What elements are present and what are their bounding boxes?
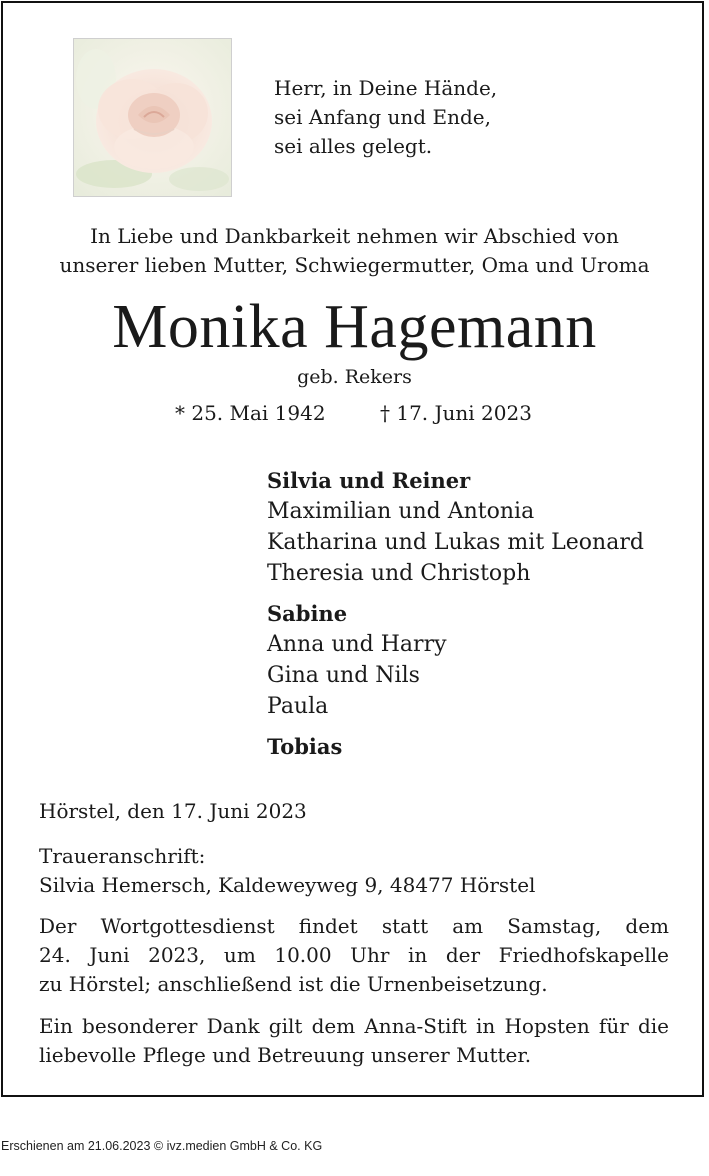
intro-line: unserer lieben Mutter, Schwiegermutter, Oma und Uroma — [59, 253, 650, 277]
mourning-address — [39, 842, 669, 900]
intro-text — [0, 222, 709, 280]
intro-line: In Liebe und Dankbarkeit nehmen wir Abschied von — [90, 224, 619, 248]
family-member: Katharina und Lukas mit Leonard — [267, 530, 644, 555]
place-date: Hörstel, den 17. Juni 2023 — [39, 799, 307, 823]
mourners-list — [267, 465, 644, 771]
verse-line: sei Anfang und Ende, — [274, 105, 491, 129]
family-member: Maximilian und Antonia — [267, 499, 535, 524]
family-member: Gina und Nils — [267, 663, 420, 688]
thanks-text — [39, 1012, 669, 1070]
verse — [274, 74, 497, 161]
deceased-name: Monika Hagemann — [112, 293, 597, 361]
family-member: Anna und Harry — [267, 632, 447, 657]
verse-line: sei alles gelegt. — [274, 134, 433, 158]
maiden-name: geb. Rekers — [297, 366, 412, 388]
family-head: Tobias — [267, 734, 343, 759]
thanks-line: liebevolle Pflege und Betreuung unserer Mutter. — [39, 1043, 532, 1067]
family-member: Paula — [267, 694, 329, 719]
address-value: Silvia Hemersch, Kaldeweyweg 9, 48477 Hörstel — [39, 873, 536, 897]
service-line: zu Hörstel; anschließend ist die Urnenbeisetzung. — [39, 972, 548, 996]
family-group — [267, 598, 644, 722]
birth-date: * 25. Mai 1942 — [175, 401, 326, 425]
thanks-line: Ein besonderer Dank gilt dem Anna-Stift in Hopsten für die — [39, 1014, 669, 1038]
family-head: Silvia und Reiner — [267, 468, 471, 493]
address-label: Traueranschrift: — [39, 844, 206, 868]
death-date: † 17. Juni 2023 — [380, 401, 532, 425]
family-group — [267, 465, 644, 589]
family-head: Sabine — [267, 601, 348, 626]
family-member: Theresia und Christoph — [267, 561, 531, 586]
service-info — [39, 912, 669, 999]
rose-image — [73, 38, 232, 197]
publication-footer: Erschienen am 21.06.2023 © ivz.medien GmbH & Co. KG — [1, 1139, 323, 1153]
service-line: Der Wortgottesdienst findet statt am Samstag, dem — [39, 914, 669, 938]
service-line: 24. Juni 2023, um 10.00 Uhr in der Friedhofskapelle — [39, 943, 669, 967]
verse-line: Herr, in Deine Hände, — [274, 76, 498, 100]
family-group — [267, 731, 644, 762]
rose-icon — [74, 39, 232, 197]
